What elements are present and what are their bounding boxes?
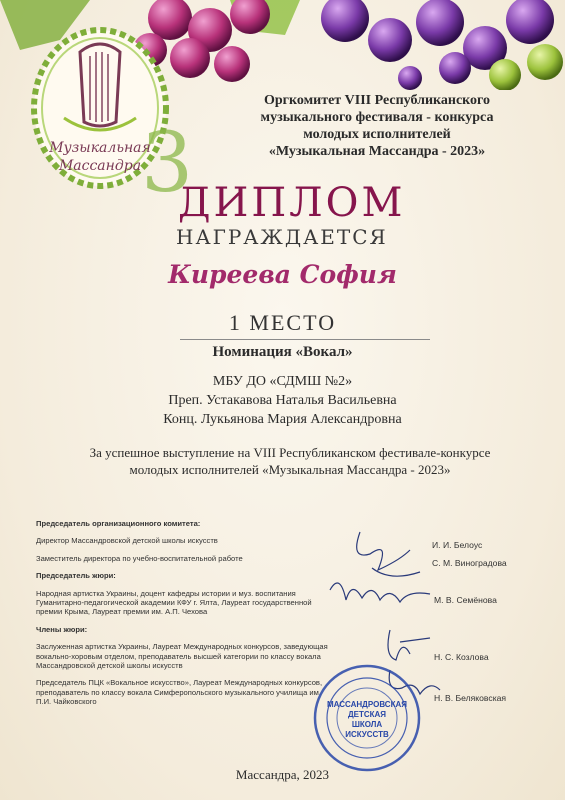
stamp-line: ДЕТСКАЯ bbox=[347, 710, 387, 719]
member1-desc: Заслуженная артистка Украины, Лауреат Международных конкурсов, заведующая вокально-хоровым отделом, преподаватель высшей категории по классу вокала Массандровской детской школы искусств bbox=[36, 642, 328, 671]
merit-line: За успешное выступление на VIII Республиканском фестивале-конкурсе bbox=[89, 445, 491, 460]
member2-desc: Председатель ПЦК «Вокальное искусство», Лауреат Международных конкурсов, преподаватель по классу вокала Симферопольского музыкального училища им. П.И. Чайковского bbox=[36, 678, 323, 707]
accompanist-name: Конц. Лукьянова Мария Александровна bbox=[163, 412, 402, 427]
jury-chair-heading: Председатель жюри: bbox=[36, 571, 116, 581]
decorative-three: 3 bbox=[141, 116, 194, 211]
nomination: Номинация «Вокал» bbox=[212, 344, 353, 360]
stamp-text bbox=[312, 700, 422, 740]
merit-line: молодых исполнителей «Музыкальная Массандра - 2023» bbox=[129, 462, 451, 477]
signatory-name: М. В. Семёнова bbox=[434, 595, 497, 605]
signatory-name: Н. С. Козлова bbox=[434, 652, 489, 662]
stamp-line: ИСКУССТВ bbox=[345, 730, 389, 739]
teacher-name: Преп. Устакавова Наталья Васильевна bbox=[168, 393, 397, 408]
footer-place-year: Массандра, 2023 bbox=[235, 767, 330, 782]
members-heading: Члены жюри: bbox=[36, 624, 88, 634]
signatory-name: С. М. Виноградова bbox=[432, 558, 507, 568]
jury-chair-desc: Народная артистка Украины, доцент кафедры истории и муз. воспитания Гуманитарно-педагогической академии КФУ г. Ялта, Лауреат государственной премии Крыма, Лауреат премии им. А.П. Чехова bbox=[36, 588, 312, 617]
stamp-line: МАССАНДРОВСКАЯ bbox=[327, 700, 407, 709]
organizer-line: музыкального фестиваля - конкурса bbox=[260, 110, 494, 125]
chair-heading: Председатель организационного комитета: bbox=[36, 519, 201, 528]
school-name: МБУ ДО «СДМШ №2» bbox=[212, 374, 353, 389]
chair-role2: Заместитель директора по учебно-воспитательной работе bbox=[36, 553, 243, 563]
organizer-block bbox=[212, 92, 542, 160]
organizer-line: молодых исполнителей bbox=[303, 127, 451, 142]
place-divider bbox=[180, 339, 430, 340]
signatory-name: И. И. Белоус bbox=[432, 540, 483, 550]
merit-text bbox=[60, 444, 520, 478]
chair-role1: Директор Массандровской детской школы искусств bbox=[36, 536, 218, 546]
school-block bbox=[0, 372, 565, 429]
signatory-name: Н. В. Беляковская bbox=[434, 693, 507, 703]
recipient-name: Киреева София bbox=[168, 260, 397, 289]
organizer-line: Оргкомитет VIII Республиканского bbox=[263, 93, 491, 108]
emblem-title-line1: Музыкальная bbox=[49, 140, 151, 156]
diploma-title: ДИПЛОМ bbox=[178, 180, 406, 226]
stamp-line: ШКОЛА bbox=[351, 720, 383, 729]
organizer-line: «Музыкальная Массандра - 2023» bbox=[268, 144, 486, 159]
emblem-title-line2: Массандра bbox=[58, 158, 142, 174]
awarded-label: НАГРАЖДАЕТСЯ bbox=[176, 225, 388, 249]
place-title: 1 МЕСТО bbox=[228, 310, 337, 335]
